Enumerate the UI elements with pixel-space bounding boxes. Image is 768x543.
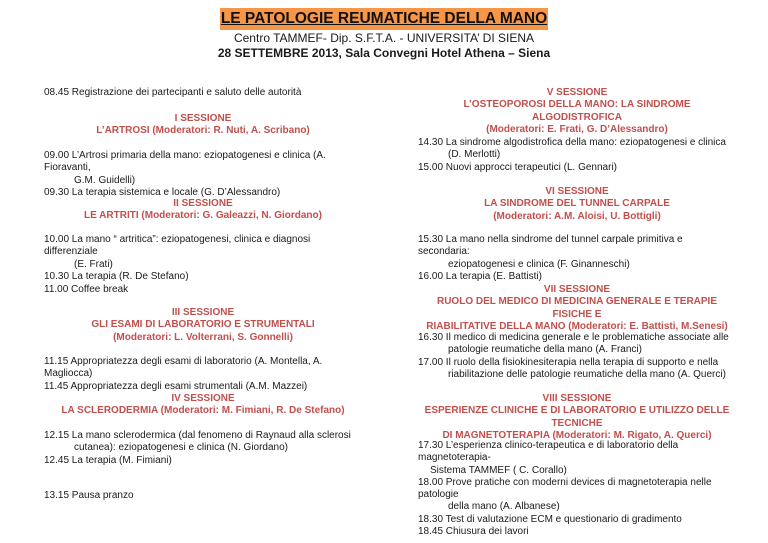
program-item-continuation: cutanea): eziopatogenesi e clinica (N. Giordano) — [74, 442, 289, 454]
session-label: IV SESSIONE — [171, 393, 235, 404]
program-item: 16.30 Il medico di medicina generale e le problematiche associate alle — [418, 332, 729, 343]
session-1-header — [44, 113, 362, 138]
session-7-header — [418, 284, 736, 333]
session-8-header — [418, 393, 736, 442]
session-6-items — [418, 234, 736, 283]
session-4-header — [44, 393, 362, 418]
program-item: 12.45 La terapia (M. Fimiani) — [44, 454, 172, 466]
program-item: 17.00 Il ruolo della fisiokinesiterapia nella terapia di supporto e nella — [418, 356, 719, 368]
program-item: 12.15 La mano sclerodermica (dal fenomeno di Raynaud alla sclerosi — [44, 430, 351, 441]
session-label: VII SESSIONE — [543, 284, 611, 295]
session-title: L’ARTROSI (Moderatori: R. Nuti, A. Scribano) — [96, 125, 310, 137]
session-moderators: (Moderatori: E. Frati, G. D’Alessandro) — [486, 123, 668, 135]
session-moderators: (Moderatori: A.M. Aloisi, U. Bottigli) — [493, 210, 661, 222]
program-item-continuation: della mano (A. Albanese) — [448, 501, 560, 513]
program-item: 16.00 La terapia (E. Battisti) — [418, 270, 542, 282]
coffee-break-item: 11.00 Coffee break — [44, 284, 129, 295]
program-item-continuation: patologie reumatiche della mano (A. Franci) — [448, 344, 642, 356]
session-title-line-2: RIABILITATIVE DELLA MANO (Moderatori: E. Battisti, M.Senesi) — [426, 320, 728, 332]
program-item-continuation: Sistema TAMMEF ( C. Corallo) — [430, 464, 567, 476]
program-item: 18.00 Prove pratiche con moderni devices di magnetoterapia nelle patologie — [418, 476, 712, 501]
session-label: V SESSIONE — [546, 87, 608, 98]
program-item: 15.00 Nuovi approcci terapeutici (L. Gennari) — [418, 161, 617, 173]
program-item: 09.00 L’Artrosi primaria della mano: eziopatogenesi e clinica (A. Fioravanti, — [44, 150, 326, 174]
session-3-header — [44, 307, 362, 344]
session-5-items — [418, 137, 736, 174]
page-title: LE PATOLOGIE REUMATICHE DELLA MANO — [220, 10, 548, 27]
program-item: 11.45 Appropriatezza degli esami strumentali (A.M. Mazzei) — [44, 380, 308, 392]
program-item: 15.30 La mano nella sindrome del tunnel carpale primitiva e secondaria: — [418, 234, 683, 258]
session-2-header — [44, 198, 362, 223]
title-band — [220, 8, 548, 30]
program-item: 18.45 Chiusura dei lavori — [418, 526, 529, 538]
program-item-continuation: G.M. Guidelli) — [74, 174, 136, 186]
session-title: RUOLO DEL MEDICO DI MEDICINA GENERALE E TERAPIE FISICHE E — [436, 296, 718, 320]
lunch-break-item: 13.15 Pausa pranzo — [44, 490, 134, 501]
program-item-continuation: eziopatogenesi e clinica (F. Ginanneschi) — [448, 258, 630, 270]
registration-item: 08.45 Registrazione dei partecipanti e saluto delle autorità — [44, 87, 302, 98]
session-label: III SESSIONE — [171, 307, 235, 318]
session-3-items — [44, 356, 362, 393]
session-title: GLI ESAMI DI LABORATORIO E STRUMENTALI — [91, 319, 315, 331]
session-label: I SESSIONE — [174, 113, 232, 124]
session-4-items — [44, 430, 362, 467]
program-item: 10.00 La mano “ artritica”: eziopatogenesi, clinica e diagnosi differenziale — [44, 234, 311, 258]
program-item: 14.30 La sindrome algodistrofica della mano: eziopatogenesi e clinica — [418, 137, 726, 148]
program-item-continuation: (E. Frati) — [74, 258, 113, 270]
program-item: 17.30 L’esperienza clinico-terapeutica e di laboratorio della magnetoterapia- — [418, 440, 679, 464]
program-item: 18.30 Test di valutazione ECM e questionario di gradimento — [418, 513, 682, 525]
session-title: LE ARTRITI (Moderatori: G. Galeazzi, N. Giordano) — [84, 210, 322, 222]
session-label: VIII SESSIONE — [542, 393, 612, 404]
session-title: LA SINDROME DEL TUNNEL CARPALE — [484, 198, 670, 210]
session-title: ESPERIENZE CLINICHE E DI LABORATORIO E UTILIZZO DELLE TECNICHE — [424, 405, 730, 429]
date-venue-line: 28 SETTEMBRE 2013, Sala Convegni Hotel Athena – Siena — [217, 46, 551, 60]
session-label: II SESSIONE — [173, 198, 233, 209]
session-8-items — [418, 440, 736, 538]
organizer-line: Centro TAMMEF- Dip. S.F.T.A. - UNIVERSITA’ DI SIENA — [233, 31, 535, 45]
session-1-items — [44, 150, 362, 199]
session-label: VI SESSIONE — [545, 186, 609, 197]
session-title: LA SCLERODERMIA (Moderatori: M. Fimiani, R. De Stefano) — [61, 405, 345, 417]
session-title: L’OSTEOPOROSI DELLA MANO: LA SINDROME ALGODISTROFICA — [463, 99, 691, 123]
session-5-header — [418, 87, 736, 136]
session-7-items — [418, 332, 736, 381]
session-2-items — [44, 234, 362, 283]
program-item: 09.30 La terapia sistemica e locale (G. D’Alessandro) — [44, 186, 281, 198]
program-item-continuation: (D. Merlotti) — [448, 149, 501, 161]
program-item: 11.15 Appropriatezza degli esami di laboratorio (A. Montella, A. Magliocca) — [44, 356, 323, 380]
program-item: 10.30 La terapia (R. De Stefano) — [44, 270, 189, 282]
session-moderators: (Moderatori: L. Volterrani, S. Gonnelli) — [113, 331, 293, 343]
session-title-line-2: DI MAGNETOTERAPIA (Moderatori: M. Rigato, A. Querci) — [442, 429, 712, 441]
program-item-continuation: riabilitazione delle patologie reumatiche della mano (A. Querci) — [448, 368, 726, 380]
session-6-header — [418, 186, 736, 223]
